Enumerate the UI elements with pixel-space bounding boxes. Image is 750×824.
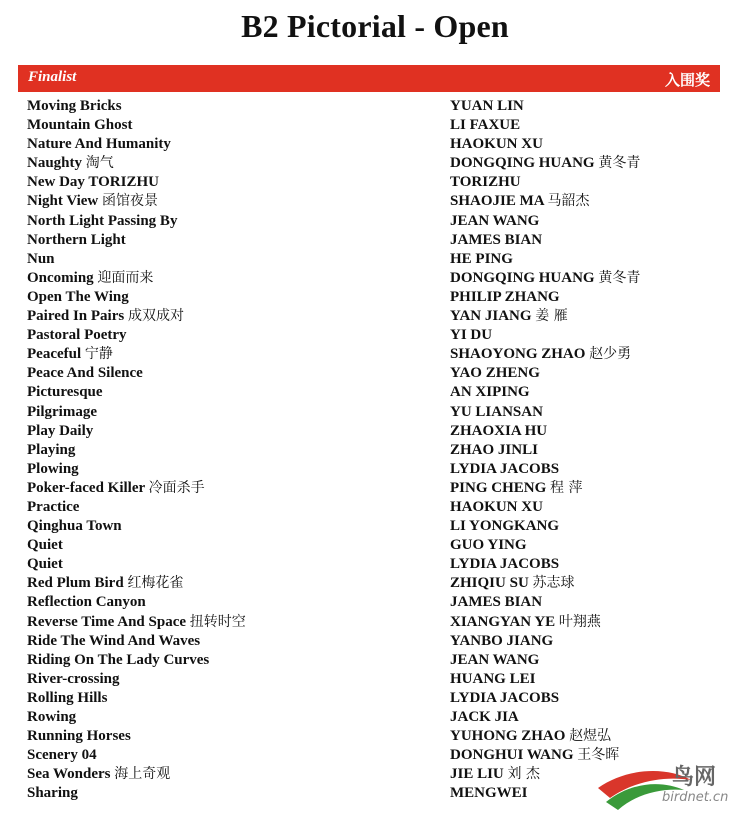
category-banner [18, 65, 720, 92]
entry-title [27, 689, 107, 708]
entry-author [450, 97, 524, 116]
entry-author [450, 670, 535, 689]
entry-title-en: Playing [27, 441, 76, 458]
entry-title [27, 116, 132, 135]
list-item [0, 670, 750, 689]
entry-author [450, 765, 540, 784]
list-item [0, 326, 750, 345]
list-item [0, 403, 750, 422]
entry-author-cn: 姜 雁 [535, 308, 568, 325]
entry-author [450, 555, 559, 574]
entry-author-en: JIE LIU [450, 766, 504, 783]
entry-author-en: JAMES BIAN [450, 231, 543, 248]
list-item [0, 727, 750, 746]
entry-author-en: ZHAO JINLI [450, 441, 538, 458]
entry-author-en: YAN JIANG [450, 308, 532, 325]
entry-title-en: Rolling Hills [27, 689, 108, 706]
entry-title [27, 555, 63, 574]
entry-title-en: Peace And Silence [27, 365, 143, 382]
entry-title [27, 212, 177, 231]
entry-author-en: YUHONG ZHAO [450, 728, 566, 745]
entry-author-en: DONGHUI WANG [450, 747, 574, 764]
list-item [0, 97, 750, 116]
entry-author [450, 326, 492, 345]
entry-title-en: Running Horses [27, 728, 131, 745]
entry-title-cn: 成双成对 [127, 308, 184, 325]
entry-author [450, 364, 540, 383]
entry-title-en: Sharing [27, 785, 78, 802]
entry-author [450, 422, 547, 441]
entry-author-cn: 王冬晖 [577, 747, 620, 764]
entry-author [450, 689, 559, 708]
entry-title-en: Rowing [27, 709, 77, 725]
entry-author-en: SHAOYONG ZHAO [450, 346, 586, 363]
list-item [0, 212, 750, 231]
entry-author-en: LYDIA JACOBS [450, 556, 560, 573]
list-item [0, 154, 750, 173]
entry-title [27, 192, 158, 211]
entry-author-en: HE PING [450, 250, 513, 267]
entry-author [450, 173, 521, 192]
entry-title-en: Paired In Pairs [27, 308, 125, 325]
list-item [0, 422, 750, 441]
entry-author-en: TORIZHU [450, 174, 521, 191]
entry-title-en: Pastoral Poetry [27, 327, 127, 344]
entry-title-en: Play Daily [27, 422, 94, 439]
list-item [0, 269, 750, 288]
list-item [0, 364, 750, 383]
entry-author-en: YI DU [450, 327, 493, 344]
entry-title-en: Mountain Ghost [27, 117, 133, 134]
list-item [0, 555, 750, 574]
list-item [0, 231, 750, 250]
entry-author-en: PING CHENG [450, 479, 547, 496]
entry-author-en: MENGWEI [450, 785, 528, 802]
entry-author-en: LI FAXUE [450, 117, 521, 134]
entry-author-en: DONGQING HUANG [450, 269, 595, 286]
entry-title [27, 727, 131, 746]
entry-title [27, 784, 78, 803]
entry-author-en: YUAN LIN [450, 98, 524, 114]
entry-author-en: LI YONGKANG [450, 518, 560, 535]
entry-title-en: Night View [27, 193, 99, 210]
entry-author [450, 593, 542, 612]
list-item [0, 517, 750, 536]
entry-title [27, 746, 97, 765]
list-item [0, 116, 750, 135]
entry-author-cn: 叶翔燕 [558, 613, 601, 630]
entry-author-en: DONGQING HUANG [450, 155, 595, 172]
entry-author-en: YAO ZHENG [450, 365, 540, 382]
entry-title [27, 269, 153, 288]
entry-title-en: Practice [27, 498, 80, 515]
entry-title [27, 536, 63, 555]
list-item [0, 460, 750, 479]
entry-author-en: ZHAOXIA HU [450, 422, 548, 439]
entry-author [450, 574, 575, 593]
entry-author-en: JACK JIA [450, 709, 519, 725]
entry-title [27, 154, 114, 173]
entry-title-en: Qinghua Town [27, 518, 122, 535]
entry-title [27, 97, 122, 116]
list-item [0, 632, 750, 651]
entry-author [450, 269, 640, 288]
list-item [0, 498, 750, 517]
entry-title-cn: 迎面而来 [97, 269, 154, 286]
entry-title [27, 345, 113, 364]
entry-author [450, 212, 539, 231]
entry-title [27, 307, 184, 326]
entry-title-en: Moving Bricks [27, 98, 122, 114]
entry-author [450, 383, 530, 402]
page-title: B2 Pictorial - Open [241, 8, 509, 44]
entry-author-cn: 赵煜弘 [569, 728, 612, 745]
entry-author-en: LYDIA JACOBS [450, 460, 560, 477]
entry-author [450, 517, 559, 536]
entry-author [450, 135, 543, 154]
entry-author [450, 613, 601, 632]
entry-author-en: JEAN WANG [450, 651, 540, 668]
entry-author [450, 288, 560, 307]
entry-title-en: Ride The Wind And Waves [27, 632, 201, 649]
entry-title [27, 422, 93, 441]
entry-title [27, 517, 122, 536]
entry-author [450, 250, 513, 269]
entry-author [450, 154, 640, 173]
entry-title [27, 479, 205, 498]
entry-title [27, 670, 119, 689]
entry-author [450, 192, 590, 211]
entry-author [450, 403, 543, 422]
entry-title [27, 288, 129, 307]
entry-title-cn: 红梅花雀 [127, 575, 184, 592]
entry-title [27, 326, 127, 345]
entry-author-en: SHAOJIE MA [450, 193, 544, 210]
entry-author [450, 460, 559, 479]
entry-author-en: JAMES BIAN [450, 594, 543, 611]
entry-author-en: HUANG LEI [450, 670, 536, 687]
entry-title-en: Nature And Humanity [27, 136, 171, 153]
entry-title [27, 765, 170, 784]
entry-author [450, 536, 527, 555]
entry-title [27, 593, 146, 612]
entry-title-en: Nun [27, 250, 55, 267]
entry-title [27, 441, 75, 460]
entry-title [27, 613, 246, 632]
list-item [0, 536, 750, 555]
entry-author-en: GUO YING [450, 537, 527, 554]
entry-title-en: Peaceful [27, 346, 82, 363]
list-item [0, 708, 750, 727]
list-item [0, 441, 750, 460]
banner-label-award: 入围奖 [664, 71, 710, 89]
entry-title-en: Naughty [27, 155, 83, 172]
watermark-text-en: birdnet.cn [662, 790, 729, 805]
watermark-logo [596, 758, 746, 820]
entry-title-en: New Day TORIZHU [27, 174, 159, 191]
list-item [0, 173, 750, 192]
entry-title-cn: 宁静 [84, 346, 113, 363]
entry-title [27, 231, 126, 250]
list-item [0, 613, 750, 632]
entry-author [450, 651, 539, 670]
entry-title-cn: 淘气 [85, 155, 114, 172]
entry-title-cn: 海上奇观 [114, 766, 171, 783]
entry-author-en: HAOKUN XU [450, 498, 543, 515]
entry-title-en: Open The Wing [27, 288, 129, 305]
list-item [0, 383, 750, 402]
entry-title-en: Reverse Time And Space [27, 613, 187, 630]
entry-author-cn: 黄冬青 [598, 269, 641, 286]
entry-title-en: Riding On The Lady Curves [27, 651, 210, 668]
banner-label-finalist: Finalist [28, 69, 77, 85]
entry-title-en: Scenery 04 [27, 747, 97, 764]
watermark-text-cn: 鸟网 [672, 765, 717, 790]
list-item [0, 651, 750, 670]
list-item [0, 593, 750, 612]
entry-author [450, 116, 520, 135]
entry-title-en: Picturesque [27, 384, 103, 401]
list-item [0, 479, 750, 498]
entry-author-en: JEAN WANG [450, 212, 540, 229]
entry-author-cn: 程 萍 [550, 479, 583, 496]
entry-author-en: AN XIPING [450, 384, 530, 401]
entry-title-en: River-crossing [27, 670, 120, 687]
entry-title [27, 632, 200, 651]
entry-title [27, 135, 171, 154]
entry-author-en: ZHIQIU SU [450, 575, 529, 592]
list-item [0, 135, 750, 154]
entry-author-cn: 刘 杰 [507, 766, 540, 783]
entry-author-en: HAOKUN XU [450, 136, 543, 153]
list-item [0, 192, 750, 211]
entry-author-en: XIANGYAN YE [450, 613, 556, 630]
entry-title-en: Northern Light [27, 231, 126, 248]
entry-title [27, 708, 76, 727]
entry-title [27, 364, 143, 383]
entry-author [450, 784, 528, 803]
entry-title-en: Sea Wonders [27, 766, 111, 783]
entry-title [27, 498, 79, 517]
entry-title-cn: 函馆夜景 [102, 193, 158, 210]
entry-title-en: Red Plum Bird [27, 575, 124, 592]
list-item [0, 307, 750, 326]
entry-title-en: Plowing [27, 460, 79, 477]
list-item [0, 288, 750, 307]
entry-author [450, 746, 619, 765]
entry-author-cn: 黄冬青 [598, 155, 641, 172]
entry-title [27, 460, 79, 479]
entry-title-cn: 扭转时空 [189, 613, 246, 630]
entry-author-cn: 赵少勇 [589, 346, 632, 363]
list-item [0, 250, 750, 269]
entry-title-en: Quiet [27, 537, 63, 554]
entry-title-en: Oncoming [27, 269, 94, 286]
entry-title [27, 250, 55, 269]
entry-author-en: LYDIA JACOBS [450, 689, 560, 706]
entry-author-en: YU LIANSAN [450, 403, 543, 420]
entry-title-en: Poker-faced Killer [27, 479, 145, 496]
list-item [0, 345, 750, 364]
entry-title-en: Quiet [27, 556, 63, 573]
list-item [0, 689, 750, 708]
entry-title-en: Pilgrimage [27, 403, 97, 420]
entry-author-cn: 苏志球 [532, 575, 575, 592]
entry-title [27, 403, 97, 422]
entry-author [450, 708, 519, 727]
entry-title [27, 651, 209, 670]
entry-author-en: YANBO JIANG [450, 632, 554, 649]
entry-author [450, 345, 631, 364]
entry-title [27, 173, 159, 192]
entry-author [450, 231, 542, 250]
entry-title-en: North Light Passing By [27, 212, 178, 229]
entries-list [0, 97, 750, 803]
list-item [0, 574, 750, 593]
entry-title [27, 574, 183, 593]
entry-author [450, 632, 553, 651]
entry-title [27, 383, 103, 402]
entry-author [450, 498, 543, 517]
entry-author [450, 441, 538, 460]
entry-author [450, 727, 611, 746]
entry-author [450, 307, 568, 326]
entry-title-cn: 冷面杀手 [148, 479, 205, 496]
entry-title-en: Reflection Canyon [27, 594, 146, 611]
entry-author-en: PHILIP ZHANG [450, 288, 560, 305]
entry-author-cn: 马韶杰 [547, 193, 590, 210]
entry-author [450, 479, 582, 498]
